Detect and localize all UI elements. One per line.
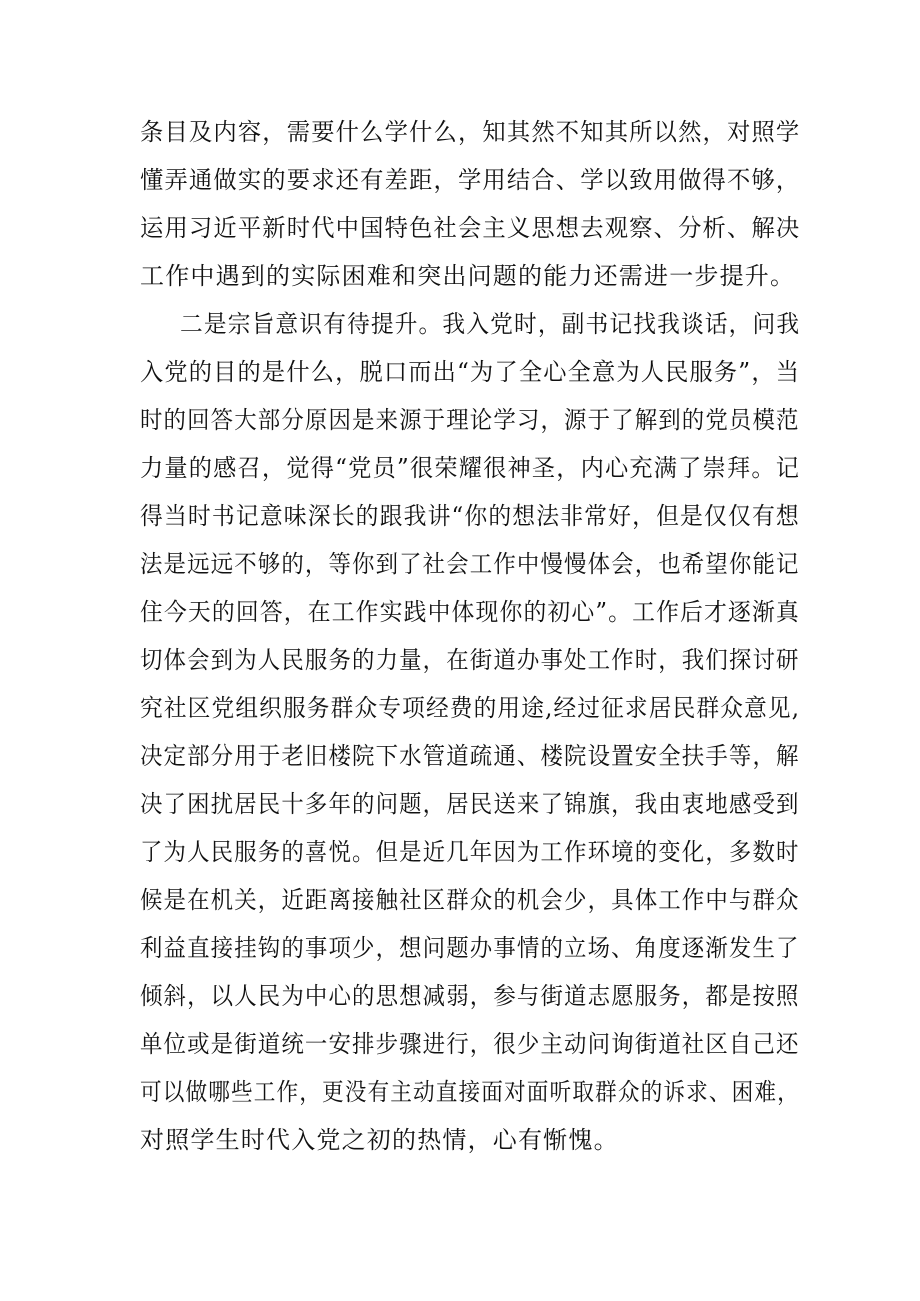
- text-line: 入党的目的是什么，脱口而出“为了全心全意为人民服务”，当: [140, 358, 801, 386]
- text-line: 切体会到为人民服务的力量，在街道办事处工作时，我们探讨研: [140, 646, 800, 674]
- text-line: 究社区党组织服务群众专项经费的用途,经过征求居民群众意见,: [140, 694, 801, 722]
- text-line: 倾斜，以人民为中心的思想减弱，参与街道志愿服务，都是按照: [140, 982, 800, 1010]
- text-line: 得当时书记意味深长的跟我讲“你的想法非常好，但是仅仅有想: [140, 502, 800, 530]
- text-line: 法是远远不够的，等你到了社会工作中慢慢体会，也希望你能记: [140, 550, 800, 578]
- text-line: 工作中遇到的实际困难和突出问题的能力还需进一步提升。: [140, 262, 796, 290]
- text-line: 对照学生时代入党之初的热情，心有惭愧。: [140, 1126, 619, 1154]
- text-line: 运用习近平新时代中国特色社会主义思想去观察、分析、解决: [140, 214, 801, 242]
- text-line: 利益直接挂钩的事项少，想问题办事情的立场、角度逐渐发生了: [140, 934, 800, 962]
- text-line: 决了困扰居民十多年的问题，居民送来了锦旗，我由衷地感受到: [140, 790, 800, 818]
- text-line: 决定部分用于老旧楼院下水管道疏通、楼院设置安全扶手等，解: [140, 742, 800, 770]
- text-line: 时的回答大部分原因是来源于理论学习，源于了解到的党员模范: [140, 406, 800, 434]
- text-line: 懂弄通做实的要求还有差距，学用结合、学以致用做得不够，: [140, 166, 801, 194]
- text-line: 了为人民服务的喜悦。但是近几年因为工作环境的变化，多数时: [140, 838, 800, 866]
- text-line: 单位或是街道统一安排步骤进行，很少主动问询街道社区自己还: [140, 1030, 800, 1058]
- text-line: 力量的感召，觉得“党员”很荣耀很神圣，内心充满了崇拜。记: [140, 454, 801, 482]
- text-line: 住今天的回答，在工作实践中体现你的初心”。工作后才逐渐真: [140, 598, 800, 626]
- text-line: 条目及内容，需要什么学什么，知其然不知其所以然，对照学: [140, 118, 801, 146]
- paragraph-heading-line: 二是宗旨意识有待提升。我入党时，副书记找我谈话，问我: [180, 310, 801, 338]
- text-line: 可以做哪些工作，更没有主动直接面对面听取群众的诉求、困难，: [140, 1078, 800, 1106]
- text-line: 候是在机关，近距离接触社区群众的机会少，具体工作中与群众: [140, 886, 800, 914]
